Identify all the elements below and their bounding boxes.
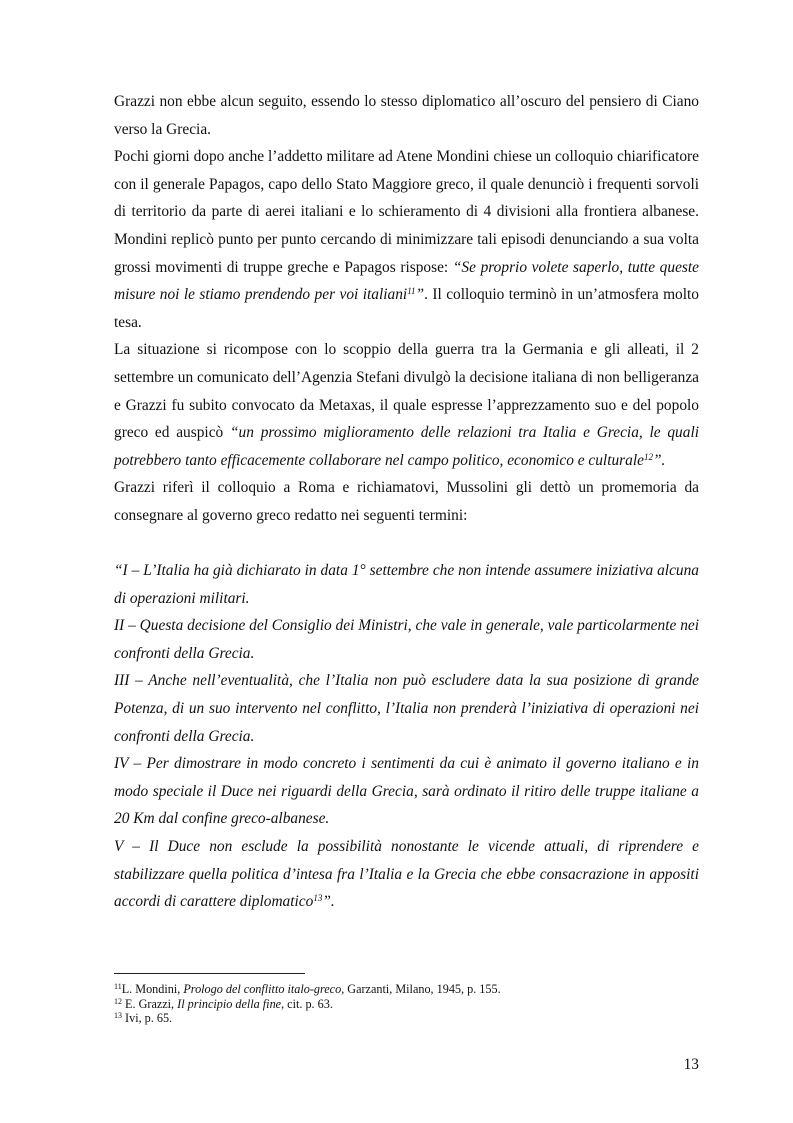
italic-run: “un prossimo miglioramento delle relazioni tra Italia e Grecia, le quali potrebbero tanto efficacemente collaborare nel campo politico, economico e culturale (114, 424, 699, 469)
text-run: Pochi giorni dopo anche l’addetto militare ad Atene Mondini chiese un colloquio chiarificatore con il generale Papagos, capo dello Stato Maggiore greco, il quale denunciò i frequenti sorvoli di territorio da parte di aerei italiani e lo schieramento di 4 divisioni alla frontiera albanese. Mondini replicò punto per punto cercando di minimizzare tali episodi denunciando a sua volta grossi movimenti di truppe greche e Papagos rispose: (114, 148, 699, 276)
page-number: 13 (683, 1056, 699, 1073)
footnote-12 (114, 997, 699, 1012)
quote-point-ii (114, 612, 699, 667)
italic-run: “Se proprio volete saperlo, tutte queste misure noi le stiamo prendendo per voi italiani (114, 258, 699, 304)
text-run: , Garzanti, Milano, 1945, p. 155. (341, 982, 501, 996)
italic-run: ”. (322, 893, 335, 911)
paragraph-situazione (114, 336, 699, 474)
text-run: Grazzi non ebbe alcun seguito, essendo lo stesso diplomatico all’oscuro del pensiero di Ciano verso la Grecia. (114, 93, 699, 138)
italic-run: “I – L’Italia ha già dichiarato in data 1° settembre che non intende assumere iniziativa alcuna di operazioni militari. (114, 562, 699, 607)
quote-point-i (114, 557, 699, 612)
italic-run: ”. (652, 451, 666, 469)
footnotes (114, 982, 699, 1026)
text-run: E. Grazzi, (122, 996, 178, 1011)
text-run: Grazzi riferì il colloquio a Roma e richiamatovi, Mussolini gli dettò un promemoria da consegnare al governo greco redatto nei seguenti termini: (114, 479, 699, 524)
paragraph-mondini-papagos (114, 143, 699, 336)
footnote-ref: 12 (114, 996, 122, 1006)
italic-run: Prologo del conflitto italo-greco (183, 982, 342, 996)
italic-run: ” (415, 286, 425, 304)
body-text (114, 88, 699, 916)
quote-point-iii (114, 667, 699, 750)
paragraph-grazzi-seguito (114, 88, 699, 143)
text-run: Ivi, p. 65. (122, 1011, 173, 1026)
blank-line (114, 530, 699, 558)
italic-run: II – Questa decisione del Consiglio dei Ministri, che vale in generale, vale particolarmente nei confronti della Grecia. (114, 617, 699, 662)
footnote-ref: 11 (114, 982, 122, 991)
footnote-separator (114, 973, 305, 974)
footnote-ref: 12 (643, 451, 653, 462)
footnote-ref: 13 (114, 1011, 122, 1021)
text-run: La situazione si ricompose con lo scoppio della guerra tra la Germania e gli alleati, il 2 settembre un comunicato dell’Agenzia Stefani divulgò la decisione italiana di non belligeranza e Grazzi fu subito convocato da Metaxas, il quale espresse l’apprezzamento suo e del popolo greco ed auspicò (114, 341, 699, 442)
text-run: L. Mondini, (121, 982, 184, 996)
footnote-ref: 13 (313, 893, 323, 904)
footnote-13 (114, 1011, 699, 1026)
italic-run: V – Il Duce non esclude la possibilità nonostante le vicende attuali, di riprendere e stabilizzare quella politica d’intesa fra l’Italia e la Grecia che ebbe consacrazione in appositi accordi di carattere diplomatico (114, 838, 699, 911)
italic-run: Il principio della fine (177, 996, 282, 1011)
italic-run: III – Anche nell’eventualità, che l’Italia non può escludere data la sua posizione di grande Potenza, di un suo intervento nel conflitto, l’Italia non prenderà l’iniziativa di operazioni nei confronti della Grecia. (114, 672, 699, 745)
footnote-11 (114, 982, 699, 997)
quote-point-v (114, 833, 699, 916)
footnote-ref: 11 (407, 286, 416, 297)
text-run: . Il colloquio terminò in un’atmosfera molto tesa. (114, 286, 699, 331)
paragraph-promemoria-intro (114, 474, 699, 529)
italic-run: IV – Per dimostrare in modo concreto i sentimenti da cui è animato il governo italiano e in modo speciale il Duce nei riguardi della Grecia, sarà ordinato il ritiro delle truppe italiane a 20 Km dal confine greco-albanese. (114, 755, 699, 828)
text-run: , cit. p. 63. (281, 996, 333, 1011)
quote-point-iv (114, 750, 699, 833)
